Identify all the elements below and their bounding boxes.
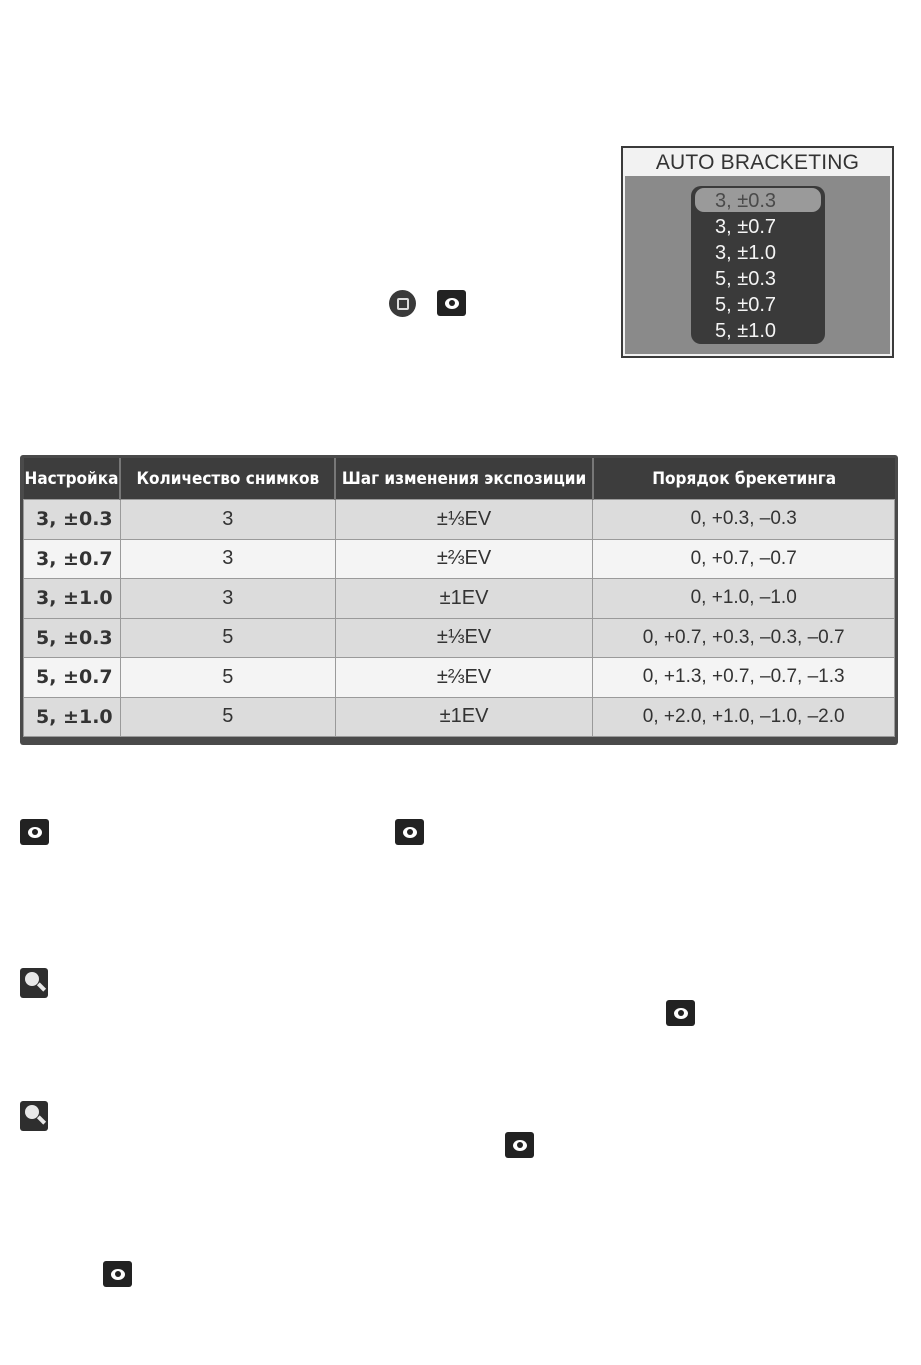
cell-shot-count: 3 — [120, 579, 335, 619]
magnifier-note-icon — [20, 968, 48, 998]
bracketing-table-grid — [23, 458, 895, 737]
see-also-eye-icon — [103, 1261, 132, 1287]
see-also-eye-icon — [505, 1132, 534, 1158]
header-setting: Настройка — [24, 458, 121, 500]
table-row — [24, 697, 895, 737]
cell-bracketing-order: 0, +0.7, +0.3, –0.3, –0.7 — [593, 618, 895, 658]
table-row — [24, 618, 895, 658]
cell-shot-count: 5 — [120, 658, 335, 698]
table-header-row — [24, 458, 895, 500]
menu-item[interactable]: 5, ±0.3 — [715, 268, 777, 290]
menu-item[interactable]: 5, ±1.0 — [715, 320, 777, 342]
cell-shot-count: 3 — [120, 500, 335, 540]
header-shot-count: Количество снимков — [120, 458, 335, 500]
cell-exposure-step: ±⅔EV — [335, 658, 593, 698]
auto-bracketing-menu — [621, 146, 894, 358]
cell-shot-count: 5 — [120, 618, 335, 658]
see-also-eye-icon — [20, 819, 49, 845]
see-also-eye-icon — [395, 819, 424, 845]
cell-exposure-step: ±⅓EV — [335, 500, 593, 540]
cell-bracketing-order: 0, +1.3, +0.7, –0.7, –1.3 — [593, 658, 895, 698]
table-row — [24, 658, 895, 698]
magnifier-note-icon — [20, 1101, 48, 1131]
menu-item[interactable]: 3, ±0.7 — [715, 216, 777, 238]
cell-bracketing-order: 0, +0.3, –0.3 — [593, 500, 895, 540]
menu-item-selected[interactable]: 3, ±0.3 — [715, 190, 777, 212]
cell-exposure-step: ±1EV — [335, 697, 593, 737]
see-also-eye-icon — [437, 290, 466, 316]
cell-setting: 3, ±0.3 — [24, 500, 121, 540]
cell-shot-count: 3 — [120, 539, 335, 579]
cell-bracketing-order: 0, +0.7, –0.7 — [593, 539, 895, 579]
menu-title: AUTO BRACKETING — [655, 151, 860, 174]
cell-shot-count: 5 — [120, 697, 335, 737]
cell-bracketing-order: 0, +2.0, +1.0, –1.0, –2.0 — [593, 697, 895, 737]
cell-setting: 5, ±0.3 — [24, 618, 121, 658]
see-also-eye-icon — [666, 1000, 695, 1026]
cell-setting: 5, ±1.0 — [24, 697, 121, 737]
menu-item[interactable]: 5, ±0.7 — [715, 294, 777, 316]
bracketing-table — [20, 455, 898, 745]
cell-setting: 3, ±0.7 — [24, 539, 121, 579]
menu-list — [691, 186, 825, 344]
table-row — [24, 579, 895, 619]
table-row — [24, 539, 895, 579]
table-row — [24, 500, 895, 540]
menu-item[interactable]: 3, ±1.0 — [715, 242, 777, 264]
cell-exposure-step: ±⅔EV — [335, 539, 593, 579]
cell-bracketing-order: 0, +1.0, –1.0 — [593, 579, 895, 619]
header-exposure-step: Шаг изменения экспозиции — [335, 458, 593, 500]
exposure-compensation-icon — [389, 290, 416, 317]
menu-body — [625, 176, 890, 354]
cell-exposure-step: ±⅓EV — [335, 618, 593, 658]
cell-exposure-step: ±1EV — [335, 579, 593, 619]
header-bracketing-order: Порядок брекетинга — [593, 458, 895, 500]
cell-setting: 5, ±0.7 — [24, 658, 121, 698]
cell-setting: 3, ±1.0 — [24, 579, 121, 619]
